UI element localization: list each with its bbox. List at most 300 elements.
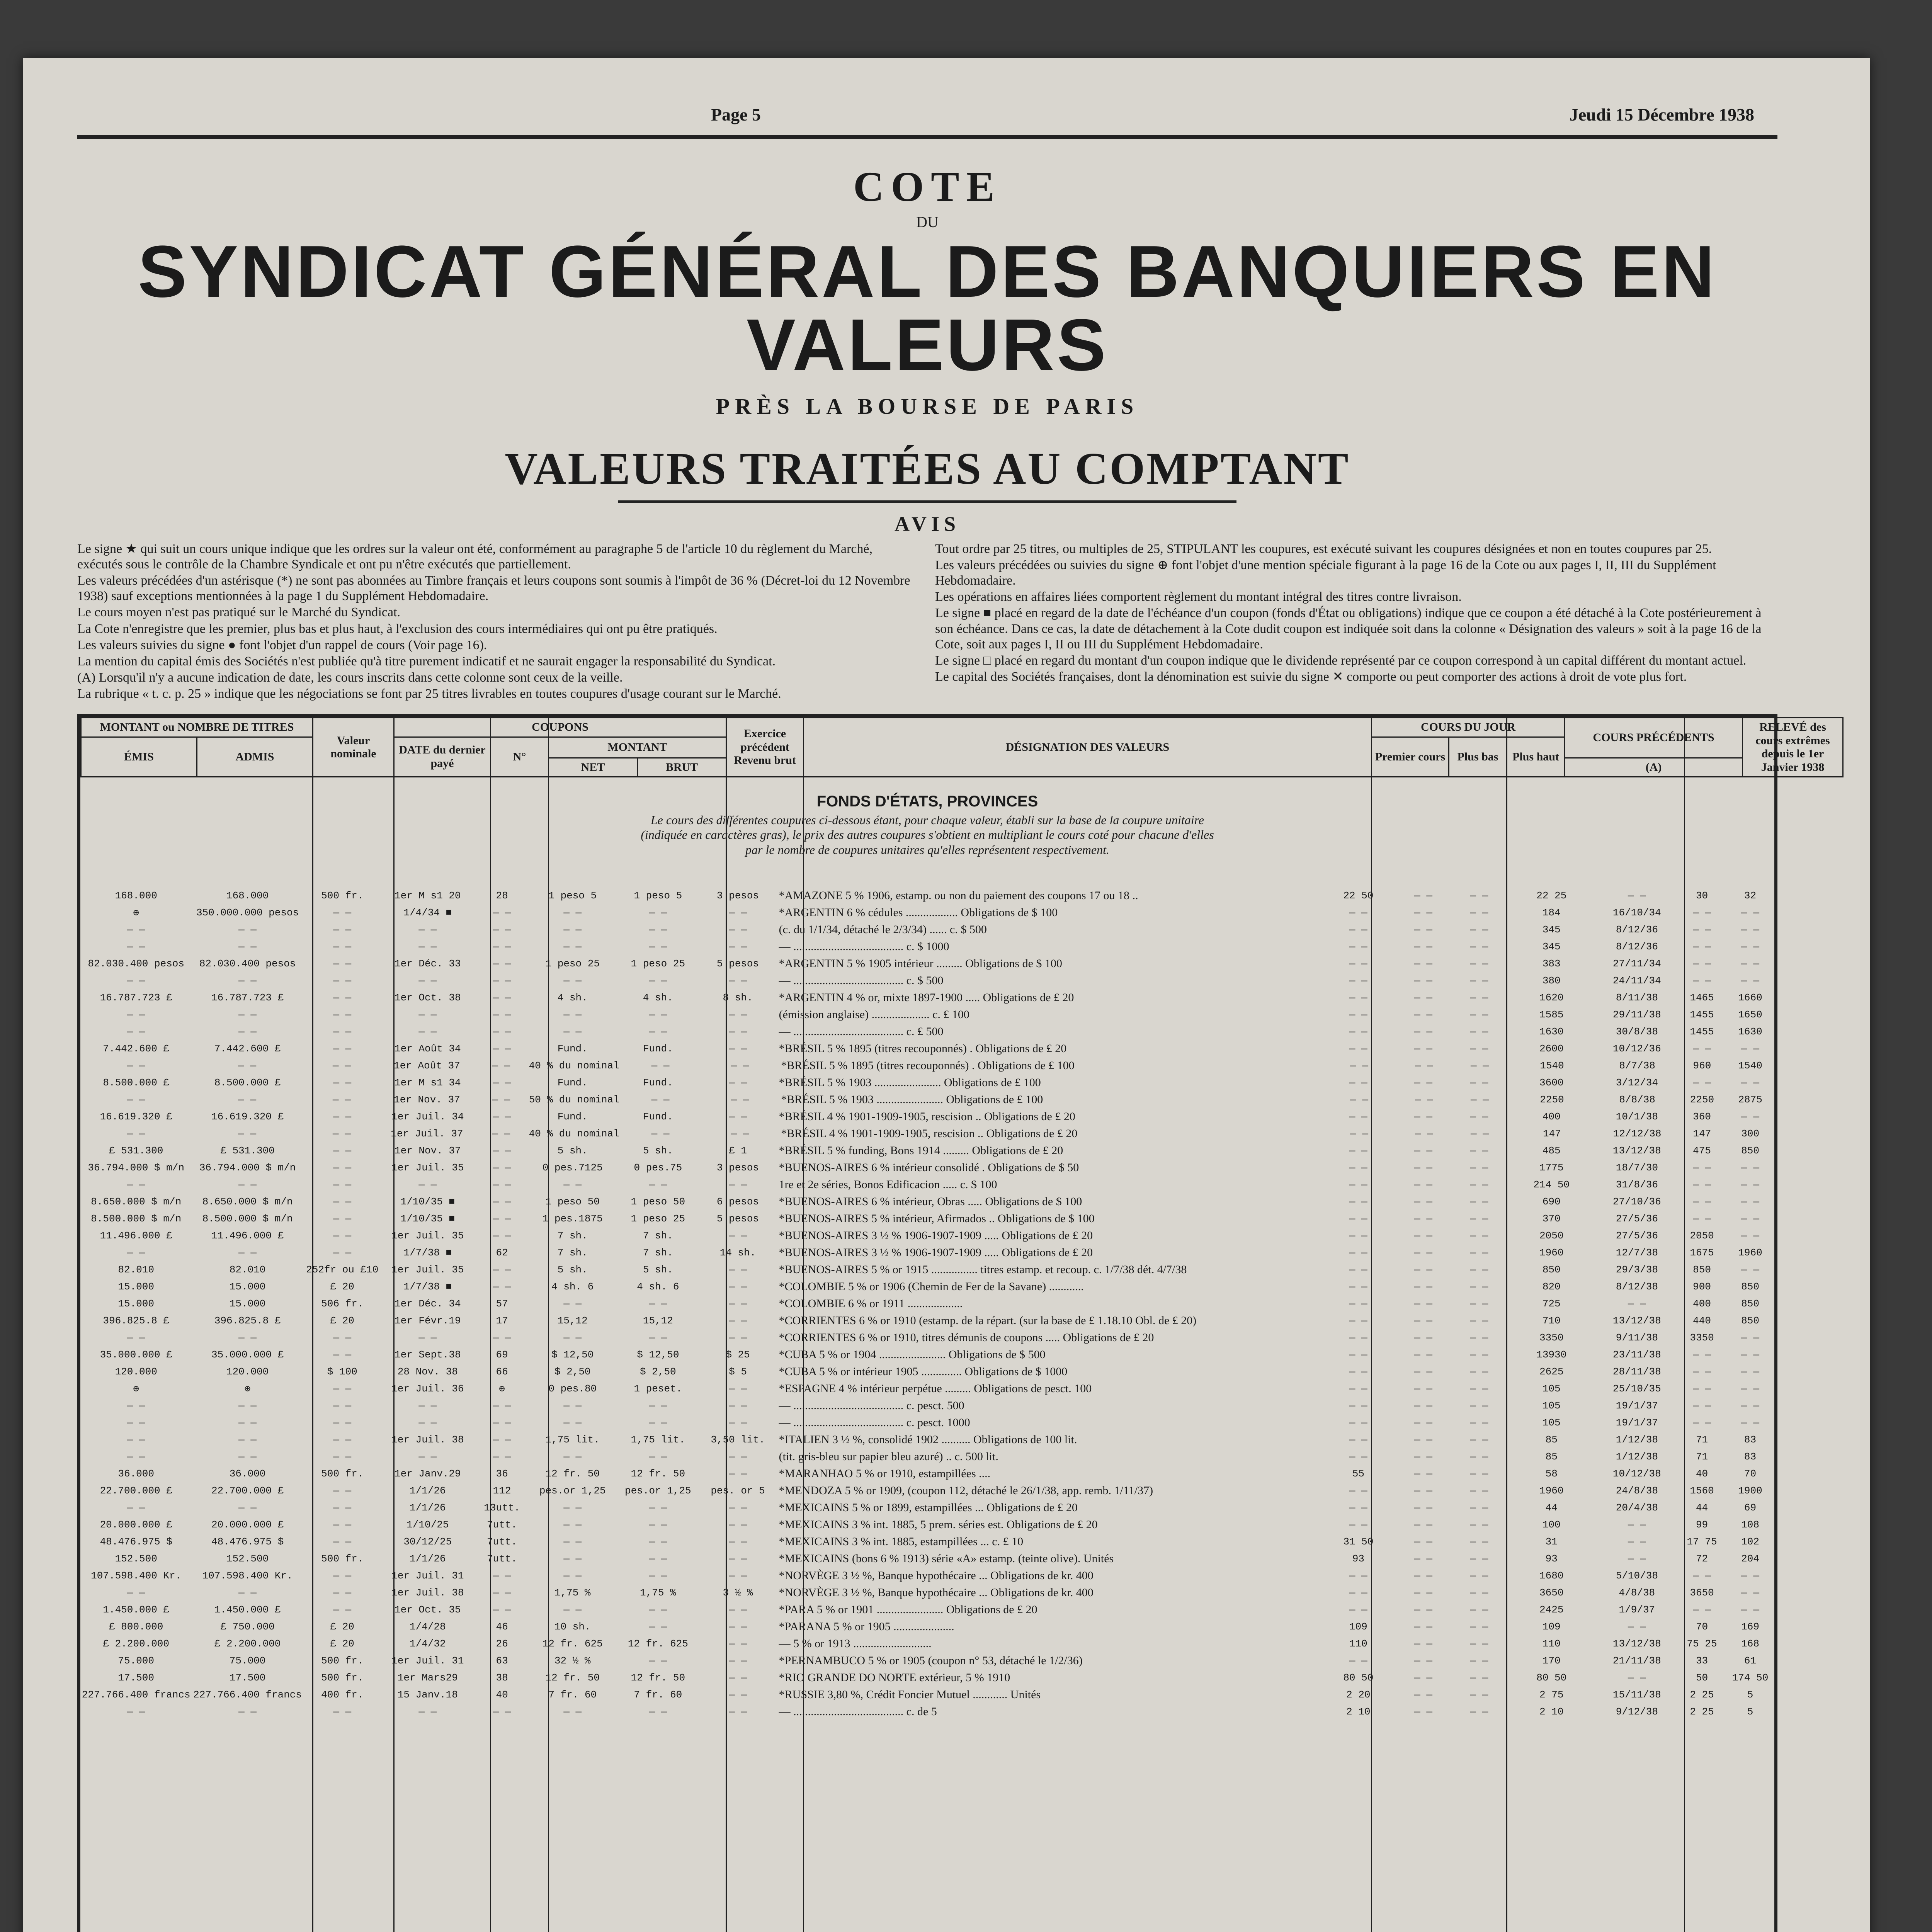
cell-precedent: 725 [1542, 1298, 1561, 1310]
cell-premier: — — [1349, 1230, 1367, 1242]
cell-number: 63 [496, 1655, 508, 1667]
cell-plus-bas: — — [1414, 1077, 1432, 1089]
cell-number: — — [493, 941, 511, 953]
cell-emis: — — [127, 1434, 145, 1446]
cell-premier: 55 [1352, 1468, 1364, 1480]
cell-valeur: — — [333, 1383, 352, 1395]
cell-brut: — — [649, 1451, 667, 1463]
cell-plus-haut: — — [1470, 1672, 1488, 1684]
cell-admis: 11.496.000 £ [211, 1230, 284, 1242]
cell-date: 1/1/26 [410, 1485, 446, 1497]
cell-plus-haut: — — [1470, 1383, 1488, 1395]
cell-releve-bas: — — [1693, 1366, 1711, 1378]
cell-admis: 82.010 [229, 1264, 266, 1276]
cell-releve-bas: 1455 [1690, 1026, 1714, 1038]
cell-designation: *CUBA 5 % or intérieur 1905 .............. Obligations de $ 1000 [779, 1365, 1068, 1378]
cell-emis: — — [127, 924, 145, 936]
cell-valeur: — — [333, 975, 352, 987]
cell-emis: — — [127, 941, 145, 953]
cell-net: 1,75 % [554, 1587, 591, 1599]
cell-premier: — — [1349, 1332, 1367, 1344]
cell-releve-haut: 300 [1741, 1128, 1760, 1140]
cell-brut: — — [649, 1536, 667, 1548]
cell-date: 1er Juil. 36 [391, 1383, 464, 1395]
cell-releve-bas: — — [1693, 1349, 1711, 1361]
cell-number: — — [493, 1026, 511, 1038]
cell-date: 1er Juil. 35 [391, 1230, 464, 1242]
table-row [80, 921, 1774, 938]
cell-precedent: 80 50 [1536, 1672, 1567, 1684]
header-plus-bas: Plus bas [1449, 737, 1507, 777]
cell-revenu: — — [729, 1451, 747, 1463]
cell-plus-bas: — — [1414, 1434, 1432, 1446]
table-row [80, 1533, 1774, 1550]
cell-date: — — [418, 941, 437, 953]
cell-releve-bas: — — [1693, 1604, 1711, 1616]
cell-plus-bas: — — [1414, 1502, 1432, 1514]
cell-precedent: 85 [1545, 1451, 1558, 1463]
cell-releve-bas: 3650 [1690, 1587, 1714, 1599]
cell-valeur: — — [333, 1196, 352, 1208]
cell-brut: 1 peso 5 [634, 890, 682, 902]
cell-number: — — [493, 1145, 511, 1157]
cell-premier: — — [1349, 1281, 1367, 1293]
table-row [80, 1652, 1774, 1669]
cell-brut: 15,12 [643, 1315, 673, 1327]
cell-precedent-date: — — [1628, 1553, 1646, 1565]
cell-premier: — — [1349, 1366, 1367, 1378]
cell-net: 0 pes.7125 [542, 1162, 603, 1174]
cell-precedent-date: 8/7/38 [1619, 1060, 1655, 1072]
cell-plus-haut: — — [1470, 1366, 1488, 1378]
cell-designation: — ...................................... c. pesct. 500 [779, 1399, 964, 1412]
cell-releve-haut: — — [1741, 1213, 1759, 1225]
cell-releve-bas: 99 [1696, 1519, 1708, 1531]
cell-number: 7utt. [487, 1536, 517, 1548]
cell-number: — — [493, 1434, 511, 1446]
cell-plus-haut: — — [1470, 1230, 1488, 1242]
cell-precedent-date: 10/1/38 [1616, 1111, 1658, 1123]
cell-number: — — [493, 1417, 511, 1429]
cell-emis: 17.500 [118, 1672, 154, 1684]
cell-emis: 75.000 [118, 1655, 154, 1667]
cell-admis: 396.825.8 £ [214, 1315, 281, 1327]
cell-releve-haut: 850 [1741, 1145, 1759, 1157]
cell-releve-haut: — — [1741, 1604, 1759, 1616]
cell-premier: — — [1349, 1349, 1367, 1361]
table-row [80, 1142, 1774, 1159]
cell-date: — — [418, 1706, 437, 1718]
cell-releve-haut: 32 [1744, 890, 1757, 902]
cell-brut: pes.or 1,25 [625, 1485, 691, 1497]
cell-date: 1er Juil. 31 [391, 1655, 464, 1667]
cell-plus-bas: — — [1414, 1349, 1432, 1361]
cell-designation: *NORVÈGE 3 ½ %, Banque hypothécaire ... Obligations de kr. 400 [779, 1586, 1094, 1599]
cell-admis: 8.500.000 $ m/n [202, 1213, 293, 1225]
cell-date: 1/1/26 [410, 1502, 446, 1514]
cell-admis: — — [238, 1434, 257, 1446]
cell-releve-haut: — — [1741, 958, 1759, 970]
cell-releve-haut: 1660 [1738, 992, 1762, 1004]
table-row [80, 1261, 1774, 1278]
cell-plus-haut: — — [1470, 1638, 1488, 1650]
cell-date: — — [418, 975, 437, 987]
table-row [80, 1244, 1774, 1261]
cell-number: 66 [496, 1366, 508, 1378]
cell-premier: — — [1349, 1604, 1367, 1616]
cell-net: 7 fr. 60 [548, 1689, 597, 1701]
cell-precedent-date: 25/10/35 [1612, 1383, 1661, 1395]
cell-brut: — — [649, 1655, 667, 1667]
avis-note: Tout ordre par 25 titres, ou multiples de 25, STIPULANT les coupures, est exécuté suivant les coupures désignées et non en toutes coupures par 25. [935, 542, 1712, 556]
cell-premier: 2 10 [1346, 1706, 1371, 1718]
cell-plus-haut: — — [1470, 1689, 1488, 1701]
cell-date: 1er Juil. 37 [391, 1128, 463, 1140]
column-rule [548, 717, 549, 1932]
cell-designation: *RUSSIE 3,80 %, Crédit Foncier Mutuel ............ Unités [779, 1688, 1041, 1701]
cell-releve-bas: — — [1693, 1383, 1711, 1395]
header-plus-haut: Plus haut [1507, 737, 1565, 777]
cell-valeur: — — [333, 1434, 352, 1446]
cell-number: 38 [496, 1672, 508, 1684]
notes-right-column [935, 541, 1777, 702]
cell-premier: — — [1349, 1043, 1367, 1055]
cell-emis: — — [127, 1451, 145, 1463]
cell-revenu: 3 ½ % [723, 1587, 753, 1599]
cell-valeur: — — [333, 1077, 352, 1089]
cell-precedent-date: 1/9/37 [1619, 1604, 1655, 1616]
heading-rule [618, 500, 1236, 503]
cell-number: — — [493, 1213, 511, 1225]
cell-releve-bas: 33 [1696, 1655, 1708, 1667]
cell-admis: — — [238, 1706, 257, 1718]
cell-releve-haut: 83 [1744, 1434, 1757, 1446]
cell-designation: *COLOMBIE 5 % or 1906 (Chemin de Fer de la Savane) ............ [779, 1280, 1084, 1293]
cell-brut: 4 sh. 6 [637, 1281, 679, 1293]
cell-brut: — — [649, 1009, 667, 1021]
page-content [77, 100, 1830, 1932]
cell-brut: — — [649, 1179, 667, 1191]
cell-admis: 1.450.000 £ [214, 1604, 281, 1616]
cell-emis: — — [127, 1009, 145, 1021]
cell-revenu: — — [729, 1468, 747, 1480]
cell-designation: *BRÉSIL 4 % 1901-1909-1905, rescision .. Obligations de £ 20 [779, 1110, 1075, 1123]
cell-precedent: 345 [1542, 941, 1561, 953]
cell-releve-bas: 40 [1696, 1468, 1708, 1480]
cell-net: 40 % du nominal [529, 1128, 619, 1140]
cell-designation: 1re et 2e séries, Bonos Edificacion ..... c. $ 100 [779, 1178, 997, 1191]
cell-brut: 1 peso 25 [631, 1213, 685, 1225]
cell-designation: *PERNAMBUCO 5 % or 1905 (coupon n° 53, détaché le 1/2/36) [779, 1654, 1083, 1667]
cell-premier: — — [1349, 1655, 1367, 1667]
cell-date: 1er Févr.19 [395, 1315, 461, 1327]
cell-emis: 20.000.000 £ [100, 1519, 172, 1531]
table-row [80, 1601, 1774, 1618]
page-number: Page 5 [711, 105, 761, 124]
cell-plus-bas: — — [1414, 1468, 1432, 1480]
cell-revenu: — — [729, 1417, 747, 1429]
table-row [80, 904, 1774, 921]
cell-brut: 4 sh. [643, 992, 673, 1004]
cell-precedent: 2250 [1540, 1094, 1564, 1106]
column-rule [1371, 717, 1372, 1932]
cell-releve-bas: 44 [1696, 1502, 1708, 1514]
cell-precedent: 2 75 [1539, 1689, 1564, 1701]
cell-releve-haut: — — [1741, 1179, 1759, 1191]
cell-precedent-date: 9/12/38 [1616, 1706, 1658, 1718]
cell-brut: — — [649, 1026, 667, 1038]
cell-brut: — — [649, 1298, 667, 1310]
cell-precedent-date: 1/12/38 [1616, 1434, 1658, 1446]
cell-emis: £ 2.200.000 [103, 1638, 170, 1650]
cell-designation: *BUENOS-AIRES 6 % intérieur, Obras ..... Obligations de $ 100 [779, 1195, 1082, 1208]
cell-designation: *BUENOS-AIRES 6 % intérieur consolidé . Obligations de $ 50 [779, 1161, 1079, 1174]
cell-admis: — — [238, 924, 257, 936]
table-row [80, 1550, 1774, 1567]
cell-valeur: — — [333, 1145, 352, 1157]
cell-precedent-date: — — [1628, 1298, 1646, 1310]
cell-revenu: — — [729, 1026, 747, 1038]
cell-revenu: pes. or 5 [711, 1485, 765, 1497]
avis-note: Les valeurs précédées d'un astérisque (*) ne sont pas abonnées au Timbre français et leurs coupons sont soumis à l'impôt de 36 % (Décret-loi du 12 Novembre 1938) sauf exceptions mentionnées à la page 1 du Supplément Hebdomadaire. [77, 573, 910, 604]
cell-revenu: £ 1 [729, 1145, 747, 1157]
cell-premier: — — [1349, 975, 1367, 987]
cell-net: — — [563, 941, 582, 953]
cell-brut: — — [649, 975, 667, 987]
cell-releve-haut: — — [1741, 907, 1759, 919]
avis-notes [77, 541, 1777, 702]
cell-releve-haut: 108 [1741, 1519, 1759, 1531]
cell-revenu: 5 pesos [716, 958, 759, 970]
cell-precedent: 1585 [1539, 1009, 1564, 1021]
cell-admis: 22.700.000 £ [211, 1485, 284, 1497]
cell-brut: Fund. [643, 1043, 673, 1055]
running-header [77, 100, 1777, 139]
cell-plus-bas: — — [1414, 1672, 1432, 1684]
cell-date: — — [418, 924, 437, 936]
cell-precedent: 380 [1542, 975, 1561, 987]
cell-plus-bas: — — [1414, 1332, 1432, 1344]
table-row [80, 1091, 1774, 1108]
cell-precedent-date: — — [1628, 1536, 1646, 1548]
cell-designation: *BUENOS-AIRES 5 % intérieur, Afirmados .. Obligations de $ 100 [779, 1212, 1095, 1225]
cell-plus-haut: — — [1470, 1485, 1488, 1497]
cell-net: Fund. [557, 1111, 588, 1123]
cell-valeur: — — [333, 992, 352, 1004]
cell-revenu: — — [729, 1689, 747, 1701]
cell-emis: 1.450.000 £ [103, 1604, 170, 1616]
cell-date: 1/1/26 [410, 1553, 446, 1565]
cell-precedent: 214 50 [1533, 1179, 1570, 1191]
cell-date: 1er Déc. 34 [395, 1298, 461, 1310]
cell-revenu: — — [729, 1604, 747, 1616]
cell-admis: 75.000 [229, 1655, 266, 1667]
cell-brut: 7 sh. [643, 1230, 673, 1242]
cell-number: 57 [496, 1298, 508, 1310]
cell-designation: *CUBA 5 % or 1904 ....................... Obligations de $ 500 [779, 1348, 1046, 1361]
cell-revenu: — — [729, 1383, 747, 1395]
cell-date: 30/12/25 [403, 1536, 452, 1548]
cell-valeur: — — [333, 1519, 352, 1531]
cell-number: — — [493, 1111, 511, 1123]
cell-date: 1er Juil. 38 [391, 1434, 464, 1446]
section-heading: VALEURS TRAITÉES AU COMPTANT [505, 443, 1350, 494]
cell-plus-bas: — — [1414, 1417, 1432, 1429]
cell-precedent: 105 [1542, 1383, 1561, 1395]
cell-net: — — [563, 1706, 582, 1718]
cell-precedent-date: 8/12/36 [1616, 941, 1658, 953]
cell-admis: 15.000 [229, 1298, 266, 1310]
cell-releve-bas: 440 [1693, 1315, 1711, 1327]
cell-number: — — [493, 1077, 511, 1089]
cell-precedent: 109 [1542, 1621, 1561, 1633]
masthead-du: DU [916, 213, 939, 231]
cell-emis: — — [127, 975, 145, 987]
cell-admis: — — [238, 1060, 257, 1072]
cell-premier: — — [1350, 1094, 1369, 1106]
cell-net: 12 fr. 50 [545, 1468, 600, 1480]
avis-note: (A) Lorsqu'il n'y a aucune indication de date, les cours inscrits dans cette colonne sont ceux de la veille. [77, 670, 623, 685]
cell-valeur: — — [333, 1349, 352, 1361]
cell-emis: 8.650.000 $ m/n [91, 1196, 182, 1208]
avis-note: Les opérations en affaires liées comportent règlement du montant intégral des titres contre livraison. [935, 590, 1462, 604]
cell-precedent: 2425 [1539, 1604, 1564, 1616]
cell-releve-bas: — — [1693, 958, 1711, 970]
cell-designation: *MENDOZA 5 % or 1909, (coupon 112, détaché le 26/1/38, app. remb. 1/11/37) [779, 1484, 1153, 1497]
cell-plus-haut: — — [1470, 1264, 1488, 1276]
cell-plus-haut: — — [1470, 1706, 1488, 1718]
cell-releve-haut: 850 [1741, 1315, 1759, 1327]
cell-releve-haut: — — [1741, 1383, 1759, 1395]
cell-plus-bas: — — [1414, 1315, 1432, 1327]
cell-precedent-date: 21/11/38 [1612, 1655, 1661, 1667]
cell-net: Fund. [557, 1043, 588, 1055]
cell-precedent: 1630 [1539, 1026, 1564, 1038]
cell-number: — — [493, 1196, 511, 1208]
cell-releve-bas: — — [1693, 1077, 1711, 1089]
cell-designation: *COLOMBIE 6 % or 1911 ................... [779, 1297, 963, 1310]
cell-designation: *BUENOS-AIRES 3 ½ % 1906-1907-1909 ..... Obligations de £ 20 [779, 1229, 1093, 1242]
table-row [80, 1278, 1774, 1295]
cell-net: 0 pes.80 [548, 1383, 597, 1395]
cell-net: — — [563, 1009, 582, 1021]
quotes-table [77, 714, 1830, 1932]
cell-valeur: 506 fr. [321, 1298, 364, 1310]
avis-note: Le cours moyen n'est pas pratiqué sur le Marché du Syndicat. [77, 605, 401, 620]
cell-admis: 16.787.723 £ [211, 992, 284, 1004]
cell-releve-haut: 1960 [1738, 1247, 1762, 1259]
cell-valeur: — — [333, 1502, 352, 1514]
cell-emis: 16.787.723 £ [100, 992, 172, 1004]
cell-designation: *PARA 5 % or 1901 ....................... Obligations de £ 20 [779, 1603, 1037, 1616]
cell-emis: — — [127, 1502, 145, 1514]
cell-precedent: 1680 [1539, 1570, 1564, 1582]
cell-precedent-date: 8/12/36 [1616, 924, 1658, 936]
cell-revenu: — — [731, 1128, 749, 1140]
cell-net: 7 sh. [557, 1230, 588, 1242]
cell-number: 28 [496, 890, 508, 902]
cell-brut: Fund. [643, 1111, 673, 1123]
cell-designation: *CORRIENTES 6 % or 1910 (estamp. de la répart. (sur la base de £ 1.18.10 Obl. de £ 20) [779, 1314, 1197, 1327]
cell-brut: 12 fr. 50 [631, 1672, 685, 1684]
cell-releve-bas: 1455 [1690, 1009, 1714, 1021]
cell-precedent: 3600 [1539, 1077, 1564, 1089]
cell-releve-bas: 960 [1693, 1060, 1711, 1072]
cell-brut: 5 sh. [643, 1264, 673, 1276]
cell-valeur: — — [333, 1332, 352, 1344]
cell-plus-haut: — — [1470, 1553, 1488, 1565]
cell-plus-bas: — — [1414, 1196, 1432, 1208]
cell-precedent-date: 24/8/38 [1616, 1485, 1658, 1497]
cell-plus-haut: — — [1470, 1604, 1488, 1616]
cell-valeur: — — [333, 1179, 352, 1191]
table-row [80, 1108, 1774, 1125]
cell-number: — — [493, 1587, 511, 1599]
header-releve: RELEVÉ des cours extrêmes depuis le 1er Janvier 1938 [1743, 718, 1843, 777]
cell-admis: — — [238, 1502, 257, 1514]
cell-date: 1/7/38 ■ [403, 1281, 452, 1293]
cell-number: — — [493, 1264, 511, 1276]
cell-admis: — — [238, 1332, 257, 1344]
cell-valeur: £ 20 [330, 1621, 354, 1633]
cell-number: — — [493, 1162, 511, 1174]
cell-valeur: — — [333, 1451, 352, 1463]
cell-precedent-date: 12/12/38 [1613, 1128, 1662, 1140]
cell-brut: 7 fr. 60 [634, 1689, 682, 1701]
cell-releve-bas: 1465 [1690, 992, 1714, 1004]
cell-releve-bas: 3350 [1690, 1332, 1714, 1344]
cell-revenu: — — [729, 1111, 747, 1123]
cell-premier: — — [1350, 1128, 1369, 1140]
masthead-subtitle: PRÈS LA BOURSE DE PARIS [716, 394, 1139, 419]
cell-premier: — — [1349, 992, 1367, 1004]
column-rule [490, 717, 491, 1932]
cell-designation: — ...................................... c. de 5 [779, 1705, 937, 1718]
cell-plus-haut: — — [1470, 1536, 1488, 1548]
cell-premier: — — [1349, 1315, 1367, 1327]
cell-designation: *BUENOS-AIRES 5 % or 1915 ................ titres estamp. et recoup. c. 1/7/38 dét. 4/7/38 [779, 1263, 1187, 1276]
cell-releve-bas: 2 25 [1690, 1689, 1714, 1701]
table-row [80, 1193, 1774, 1210]
cell-plus-haut: — — [1470, 1162, 1488, 1174]
header-net: NET [549, 758, 638, 777]
cell-premier: — — [1349, 1145, 1367, 1157]
cell-plus-bas: — — [1414, 1689, 1432, 1701]
table-row [80, 1618, 1774, 1635]
table-row [80, 1397, 1774, 1414]
cell-admis: — — [238, 1094, 257, 1106]
cell-number: — — [493, 1230, 511, 1242]
cell-designation: (tit. gris-bleu sur papier bleu azuré) .. c. 500 lit. [779, 1450, 998, 1463]
cell-revenu: — — [729, 1077, 747, 1089]
cell-brut: — — [649, 1621, 667, 1633]
cell-designation: — ...................................... c. £ 500 [779, 1025, 944, 1038]
cell-number: 26 [496, 1638, 508, 1650]
cell-releve-bas: 147 [1693, 1128, 1711, 1140]
cell-date: — — [418, 1009, 437, 1021]
table-row [80, 887, 1774, 904]
cell-precedent: 184 [1542, 907, 1561, 919]
cell-revenu: — — [731, 1094, 749, 1106]
cell-releve-bas: 17 75 [1687, 1536, 1717, 1548]
cell-valeur: — — [332, 1060, 351, 1072]
cell-valeur: — — [333, 1043, 352, 1055]
cell-revenu: — — [729, 1264, 747, 1276]
cell-premier: 80 50 [1343, 1672, 1374, 1684]
cell-releve-haut: 850 [1741, 1281, 1759, 1293]
cell-precedent-date: 13/12/38 [1612, 1315, 1661, 1327]
cell-precedent-date: 29/11/38 [1612, 1009, 1661, 1021]
